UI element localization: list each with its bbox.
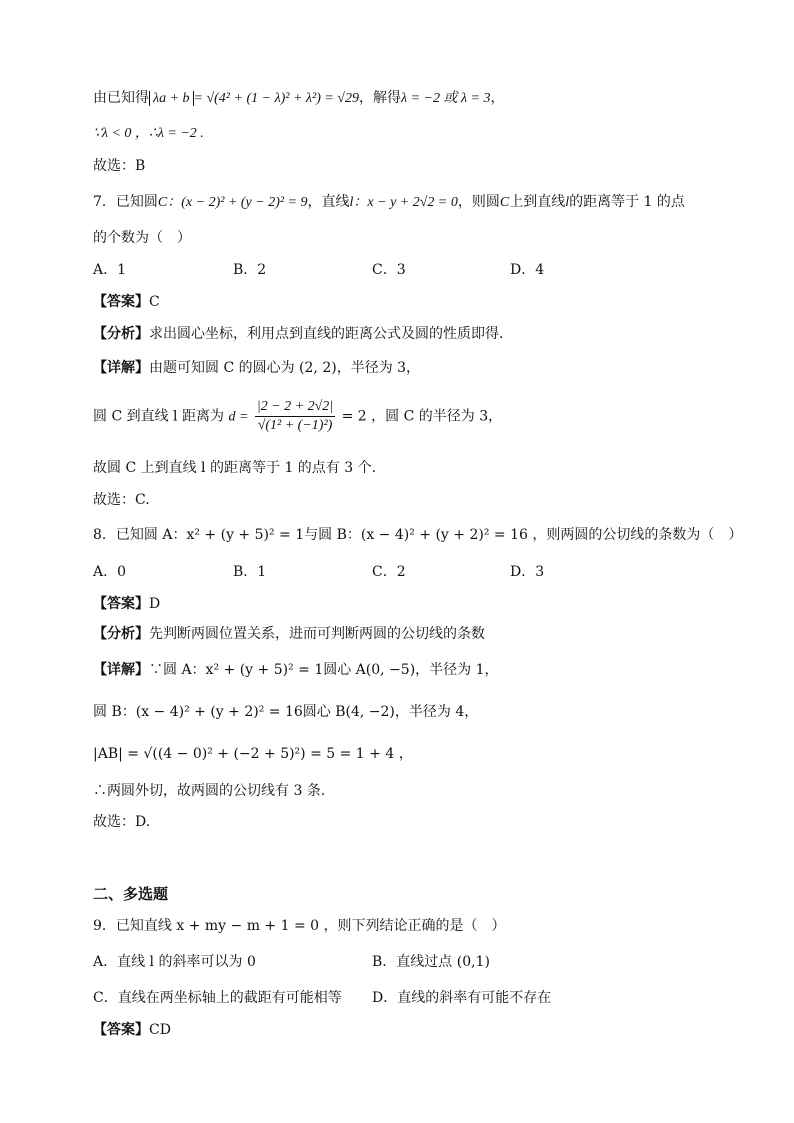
q7-detail-3: 故圆 C 上到直线 l 的距离等于 1 的点有 3 个.	[93, 460, 377, 476]
vector-magnitude-expression: λa + b	[149, 91, 194, 106]
solution-line-magnitude: 由已知得 λa + b = √(4² + (1 − λ)² + λ²) = √29，解得λ = −2 或 λ = 3，	[93, 90, 505, 106]
distance-fraction: $\frac{|2 - 2 + 2√2|}{\text{√(1² + (−1)²)}}$	[256, 399, 334, 433]
q9-option-c: C．直线在两坐标轴上的截距有可能相等	[93, 990, 342, 1006]
q9-option-d: D．直线的斜率有可能不存在	[372, 990, 552, 1006]
q9-option-a: A．直线 l 的斜率可以为 0	[93, 954, 256, 970]
choice-line: 故选：B	[93, 158, 146, 174]
q7-option-a: A．1	[93, 262, 127, 278]
section-title-multiple-choice: 二、多选题	[93, 885, 169, 903]
q8-option-d: D．3	[510, 564, 545, 580]
q8-detail-2: 圆 B：(x − 4)² + (y + 2)² = 16圆心 B(4, −2)，半径为 4，	[93, 704, 479, 720]
q7-analysis: 【分析】求出圆心坐标，利用点到直线的距离公式及圆的性质即得.	[93, 326, 504, 342]
q9-option-b: B．直线过点 (0,1)	[372, 954, 490, 970]
q7-answer: 【答案】C	[93, 294, 160, 310]
lambda-condition: ∵λ < 0 ，∴λ = −2 .	[93, 126, 204, 141]
q8-analysis: 【分析】先判断两圆位置关系，进而可判断两圆的公切线的条数	[93, 626, 485, 642]
q8-option-c: C．2	[372, 564, 406, 580]
q7-detail-2: 圆 C 到直线 l 距离为 d = $\frac{|2 - 2 + 2√2|}{\text{√(1² + (−1)²)}}$ = 2 ，圆 C 的半径为 3，	[93, 399, 503, 433]
q7-choose: 故选：C.	[93, 492, 150, 508]
question-8-stem: 8．已知圆 A：x² + (y + 5)² = 1与圆 B：(x − 4)² + (y + 2)² = 16 ，则两圆的公切线的条数为（ ）	[93, 527, 743, 543]
question-7-stem: 7．已知圆C：(x − 2)² + (y − 2)² = 9，直线l：x − y + 2√2 = 0，则圆C上到直线l的距离等于 1 的点	[93, 194, 685, 210]
q7-option-c: C．3	[372, 262, 406, 278]
q9-answer: 【答案】CD	[93, 1022, 171, 1038]
question-9-stem: 9．已知直线 x + my − m + 1 = 0 ，则下列结论正确的是（ ）	[93, 918, 506, 934]
q8-option-b: B．1	[233, 564, 267, 580]
q8-choose: 故选：D.	[93, 814, 151, 830]
q8-detail-4: ∴两圆外切，故两圆的公切线有 3 条.	[93, 783, 326, 799]
question-7-stem-continued: 的个数为（ ）	[93, 230, 191, 246]
q8-answer: 【答案】D	[93, 596, 161, 612]
q7-option-d: D．4	[510, 262, 545, 278]
q8-detail-1: 【详解】∵圆 A：x² + (y + 5)² = 1圆心 A(0, −5)，半径为 1，	[93, 662, 499, 678]
q8-detail-3: |AB| = √((4 − 0)² + (−2 + 5)²) = 5 = 1 + 4 ，	[93, 746, 413, 762]
q8-option-a: A．0	[93, 564, 127, 580]
q7-option-b: B．2	[233, 262, 267, 278]
q7-detail-1: 【详解】由题可知圆 C 的圆心为 (2, 2)，半径为 3，	[93, 360, 421, 376]
